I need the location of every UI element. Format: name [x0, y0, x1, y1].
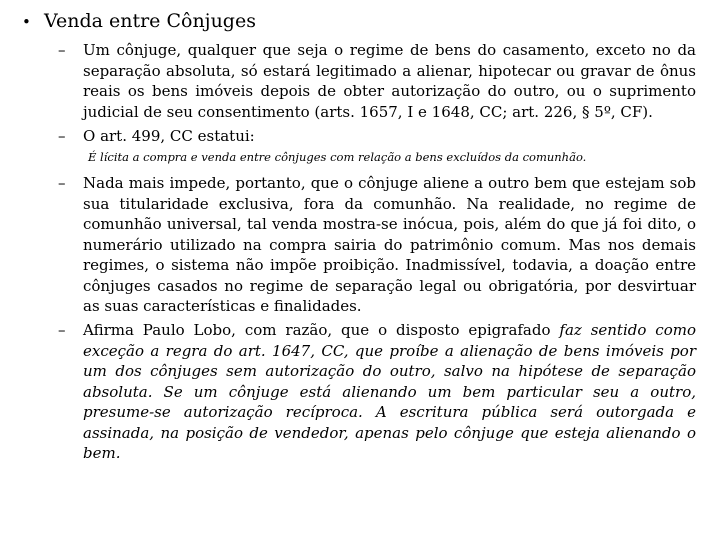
item-text	[83, 320, 696, 464]
bullet: •	[22, 13, 31, 31]
item-text: Nada mais impede, portanto, que o cônjuge aliene a outro bem que estejam sob sua titularidade exclusiva, fora da comunhão. Na realidade, no regime de comunhão universal, tal venda mostra-se inócua, pois, além do que já foi dito, o numerário utilizado na compra sairia do patrimônio comum. Mas nos demais regimes, o sistema não impõe proibição. Inadmissível, todavia, a doação entre cônjuges casados no regime de separação legal ou obrigatória, por desvirtuar as suas características e finalidades.	[83, 174, 696, 315]
dash-marker: –	[58, 41, 66, 59]
legal-quote: É lícita a compra e venda entre cônjuges com relação a bens excluídos da comunhão.	[88, 150, 587, 164]
list-item	[58, 173, 696, 317]
item-text-plain: Afirma Paulo Lobo, com razão, que o disposto epigrafado	[83, 321, 560, 339]
dash-marker: –	[58, 127, 66, 145]
heading-title: Venda entre Cônjuges	[44, 10, 256, 32]
list-item	[58, 320, 696, 464]
list-item	[58, 40, 696, 122]
list-item	[58, 126, 696, 147]
slide-heading	[22, 10, 256, 32]
item-text: O art. 499, CC estatui:	[83, 127, 255, 145]
item-text-italic: faz sentido como exceção a regra do art. 1647, CC, que proíbe a alienação de bens imóveis por um dos cônjuges sem autorização do outro, salvo na hipótese de separação absoluta. Se um cônjuge está alienando um bem particular seu a outro, presume-se autorização recíproca. A escritura pública será outorgada e assinada, na posição de vendedor, apenas pelo cônjuge que esteja alienando o bem.	[83, 321, 696, 462]
item-text: Um cônjuge, qualquer que seja o regime de bens do casamento, exceto no da separação absoluta, só estará legitimado a alienar, hipotecar ou gravar de ônus reais os bens imóveis depois de obter autorização do outro, ou o suprimento judicial de seu consentimento (arts. 1657, I e 1648, CC; art. 226, § 5º, CF).	[83, 41, 696, 121]
dash-marker: –	[58, 321, 66, 339]
dash-marker: –	[58, 174, 66, 192]
